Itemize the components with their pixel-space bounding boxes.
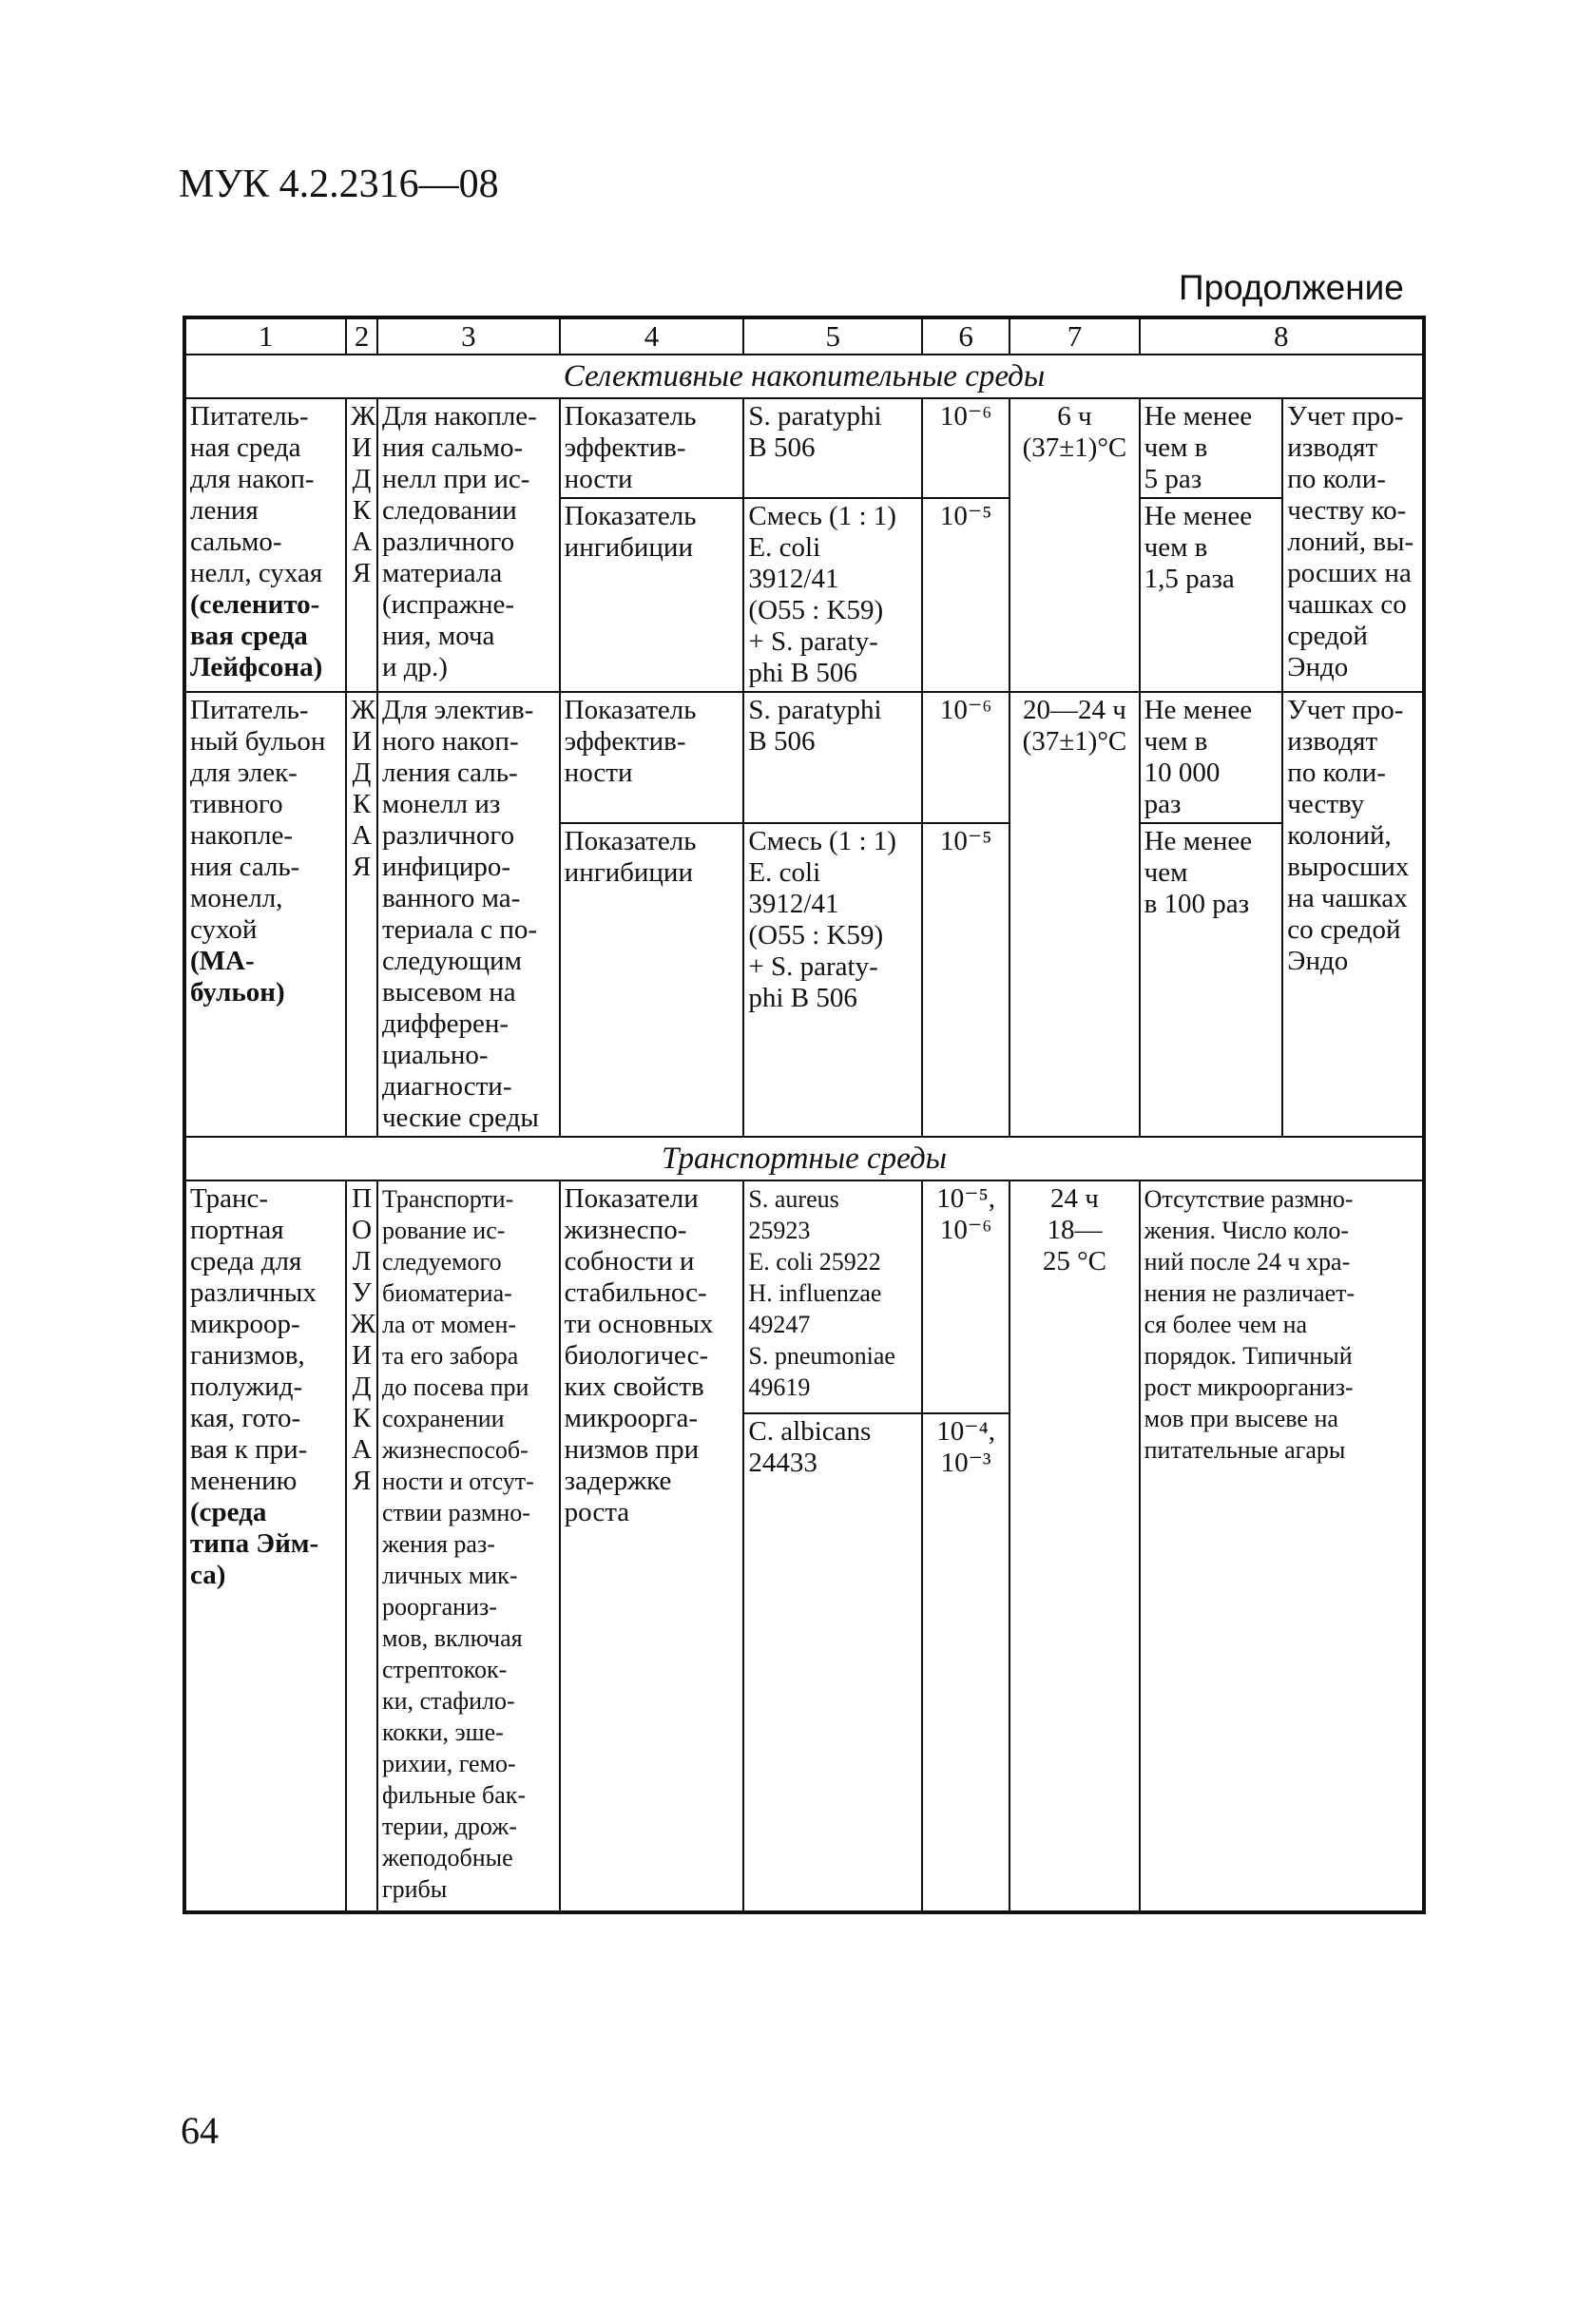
dilution-cell: 10⁻⁶	[922, 398, 1010, 498]
column-number: 4	[560, 317, 744, 355]
test-strain-cell: S. paratyphi B 506	[743, 692, 922, 823]
dilution-cell: 10⁻⁵	[922, 823, 1010, 1137]
dilution-cell: 10⁻⁶	[922, 692, 1010, 823]
growth-conditions-cell: 6 ч (37±1)°С	[1010, 398, 1139, 692]
medium-name: Питатель- ный бульон для элек- тивного накопле- ния саль- монелл, сухой	[190, 695, 326, 945]
medium-name: Транс- портная среда для различных микроор- ганизмов, полужид- кая, гото- вая к при- менению	[190, 1183, 317, 1496]
column-number: 1	[184, 317, 346, 355]
indicator-cell: Показатели жизнеспо- собности и стабильнос- ти основных биологичес- ких свойств микроорга- низмов при задержке роста	[560, 1180, 744, 1912]
dilution-cell: 10⁻⁴, 10⁻³	[922, 1413, 1010, 1912]
norm-cell: Не менее чем в 100 раз	[1140, 823, 1283, 1137]
medium-name-cell	[184, 398, 346, 692]
test-strain-cell: Смесь (1 : 1) E. coli 3912/41 (O55 : K59) + S. paraty- phi B 506	[743, 823, 922, 1137]
column-number: 7	[1010, 317, 1139, 355]
section-heading-transport: Транспортные среды	[184, 1137, 1424, 1180]
continuation-label: Продолжение	[1179, 268, 1404, 307]
consistency-cell: П О Л У Ж И Д К А Я	[346, 1180, 377, 1912]
indicator-cell: Показатель ингибиции	[560, 823, 744, 1137]
media-table	[183, 316, 1426, 1914]
medium-name: Питатель- ная среда для накоп- ления сальмо- нелл, сухая	[190, 401, 323, 588]
growth-conditions-cell: 24 ч 18— 25 °С	[1010, 1180, 1139, 1912]
test-strain-cell: S. paratyphi B 506	[743, 398, 922, 498]
norm-cell: Не менее чем в 10 000 раз	[1140, 692, 1283, 823]
medium-name-bold: (МА- бульон)	[190, 946, 285, 1008]
medium-name-cell	[184, 1180, 346, 1912]
consistency-cell: Ж И Д К А Я	[346, 398, 377, 692]
column-number: 5	[743, 317, 922, 355]
growth-conditions-cell: 20—24 ч (37±1)°С	[1010, 692, 1139, 1137]
medium-name-bold: (среда типа Эйм- са)	[190, 1497, 319, 1590]
column-number: 2	[346, 317, 377, 355]
medium-name-cell	[184, 692, 346, 1137]
document-code: МУК 4.2.2316—08	[179, 163, 499, 206]
test-strain-cell: Смесь (1 : 1) E. coli 3912/41 (O55 : K59) + S. paraty- phi B 506	[743, 498, 922, 692]
column-number: 3	[377, 317, 560, 355]
column-number-row	[184, 317, 1424, 355]
page-number: 64	[181, 2109, 219, 2152]
indicator-cell: Показатель эффектив- ности	[560, 398, 744, 498]
table-row	[184, 692, 1424, 823]
accounting-cell: Учет про- изводят по коли- честву ко- лоний, вы- росших на чашках со средой Эндо	[1282, 398, 1424, 692]
purpose-cell: Для электив- ного накоп- ления саль- монелл из различного инфициро- ванного ма- териала с по- следующим высевом на дифферен- циально- диагности- ческие среды	[377, 692, 560, 1137]
purpose-cell: Для накопле- ния сальмо- нелл при ис- следовании различного материала (испражне- ния, моча и др.)	[377, 398, 560, 692]
column-number: 6	[922, 317, 1010, 355]
test-strain-cell: S. aureus 25923 E. coli 25922 H. influenzae 49247 S. pneumoniae 49619	[743, 1180, 922, 1413]
column-number: 8	[1140, 317, 1424, 355]
dilution-cell: 10⁻⁵, 10⁻⁶	[922, 1180, 1010, 1413]
section-heading-selective: Селективные накопительные среды	[184, 355, 1424, 398]
table-row	[184, 398, 1424, 498]
consistency-cell: Ж И Д К А Я	[346, 692, 377, 1137]
table-row	[184, 1180, 1424, 1413]
indicator-cell: Показатель ингибиции	[560, 498, 744, 692]
norm-cell: Не менее чем в 5 раз	[1140, 398, 1283, 498]
medium-name-bold: (селенито- вая среда Лейфсона)	[190, 589, 323, 682]
norm-cell: Отсутствие размно- жения. Число коло- ний после 24 ч хра- нения не различает- ся более чем на порядок. Типичный рост микроорганиз- мов при высеве на питательные агары	[1140, 1180, 1424, 1912]
dilution-cell: 10⁻⁵	[922, 498, 1010, 692]
norm-cell: Не менее чем в 1,5 раза	[1140, 498, 1283, 692]
purpose-cell: Транспорти- рование ис- следуемого биоматериа- ла от момен- та его забора до посева при сохранении жизнеспособ- ности и отсут- ствии размно- жения раз- личных мик- роорганиз- мов, включая стрептокок- ки, стафило- кокки, эше- рихии, гемо- фильные бак- терии, дрож- жеподобные грибы	[377, 1180, 560, 1912]
indicator-cell: Показатель эффектив- ности	[560, 692, 744, 823]
accounting-cell: Учет про- изводят по коли- честву колоний, выросших на чашках со средой Эндо	[1282, 692, 1424, 1137]
test-strain-cell: C. albicans 24433	[743, 1413, 922, 1912]
